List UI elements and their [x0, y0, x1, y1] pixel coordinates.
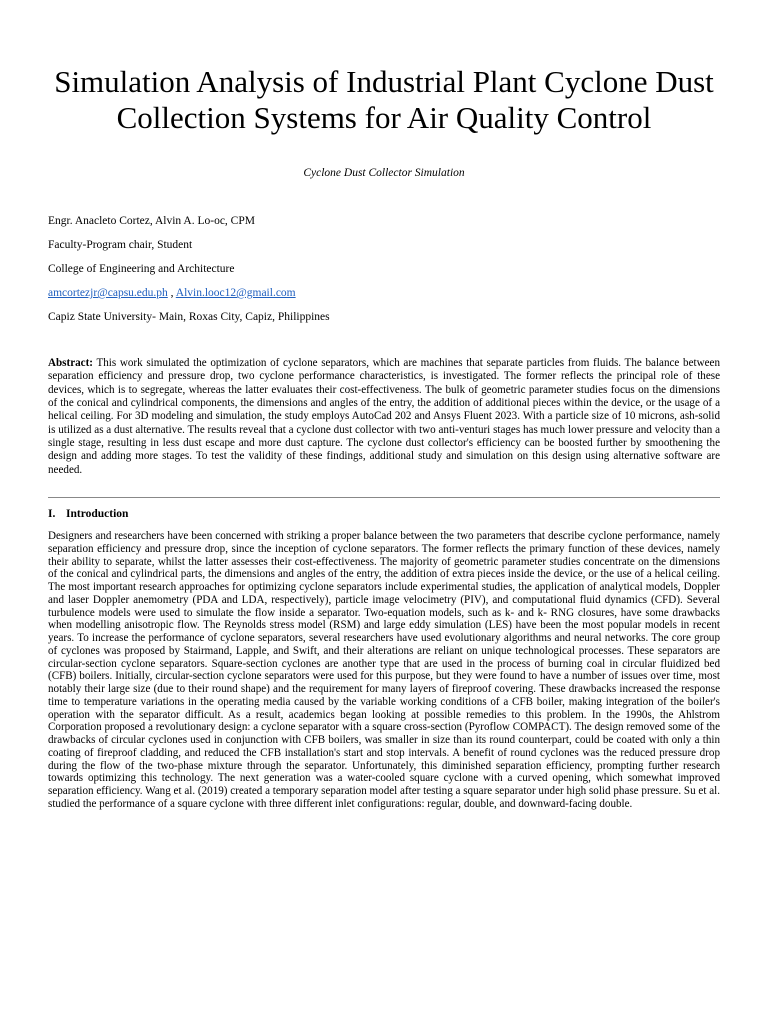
- author-university: Capiz State University- Main, Roxas City, Capiz, Philippines: [48, 311, 330, 323]
- section-title: Introduction: [66, 508, 129, 520]
- author-emails: [48, 286, 296, 300]
- section-heading-introduction: [48, 507, 128, 521]
- introduction-paragraph: Designers and researchers have been concerned with striking a proper balance between the two parameters that describe cyclone performance, namely separation efficiency and pressure drop, since the inception of cyclone separators. The former reflects the primary function of these devices, namely their ability to separate, whilst the latter assesses their cost-effectiveness. The majority of geometric parameter studies concentrate on the dimensions of the conical and cylindrical parts, the dimensions and angles of the entry, the addition of extra pieces inside the device, or the use of a helical ceiling. The most important research approaches for optimizing cyclone separators include experimental studies, the application of analytical models, Doppler and laser Doppler anemometry (PDA and LDA, respectively), particle image velocimetry (PIV), and computational fluid dynamics (CFD). Several turbulence models were used to simulate the flow inside a separator. Two-equation models, such as k- and k- RNG closures, have some drawbacks when modelling anisotropic flow. The Reynolds stress model (RSM) and large eddy simulation (LES) have been the most popular models in recent years. To increase the performance of cyclone separators, several researchers have used evolutionary algorithms and neural networks. The core group of cyclones was proposed by Stairmand, Lapple, and Swift, and their alterations are reliant on unique technological processes. These separators are circular-section cyclone separators. Square-section cyclones are another type that are used in the process of burning coal in circular fluidized bed (CFB) boilers. Initially, circular-section cyclone separators were used for this purpose, but they were found to have a number of issues over time, most notably their large size (due to their round shape) and the requirement for many layers of fireproof covering. These drawbacks increased the response time to temperature variations in the operating media caused by the variable working conditions of a CFB boiler, making integration of the boiler's operation with the separator difficult. As a result, academics began looking at possible remedies to this problem. In the 1990s, the Ahlstrom Corporation proposed a revolutionary design: a cyclone separator with a square cross-section (Pyroflow COMPACT). The design removed some of the drawbacks of circular cyclones used in conjunction with CFB boilers, was smaller in size than its round counterpart, could be coated with only a thin coating of fireproof cladding, and reduced the CFB installation's start and stop intervals. A benefit of round cyclones was the reduced pressure drop during the flow of the two-phase mixture through the separator. Unfortunately, this diminished separation efficiency, prompting further research towards optimizing this technology. The next generation was a water-cooled square cyclone with a curved opening, which somewhat improved separation efficiency. Wang et al. (2019) created a temporary separation model after testing a square separator under high solid phase pressure. Su et al. studied the performance of a square cyclone with three different inlet configurations: regular, double, and downward-facing double.: [48, 530, 720, 810]
- author-names: Engr. Anacleto Cortez, Alvin A. Lo-oc, CPM: [48, 215, 255, 227]
- email-separator: ,: [167, 287, 176, 299]
- abstract-text: This work simulated the optimization of cyclone separators, which are machines that separate particles from fluids. The balance between separation efficiency and pressure drop, two cyclone performance characteristics, is investigated. The former reflects the principal role of these devices, which is to segregate, whereas the latter evaluates their cost-effectiveness. The bulk of geometric parameter studies focus on the dimensions of the conical and cylindrical components, the dimensions and angles of the entry, the addition of additional pieces within the device, or the usage of a helical ceiling. For 3D modeling and simulation, the study employs AutoCad 202 and Ansys Fluent 2023. With a particle size of 10 microns, ash-solid is utilized as a dust alternative. The results reveal that a cyclone dust collector with two anti-venturi stages has much lower pressure and velocity than a single stage, resulting in less dust escape and more dust capture. The cyclone dust collector's efficiency can be boosted further by smoothening the design and adding more stages. To test the validity of these findings, additional study and simulation on this design using alternative software are needed.: [48, 357, 720, 476]
- email-link-cortez[interactable]: amcortezjr@capsu.edu.ph: [48, 287, 168, 299]
- section-number: I.: [48, 508, 56, 520]
- author-roles: Faculty-Program chair, Student: [48, 239, 193, 251]
- author-college: College of Engineering and Architecture: [48, 263, 235, 275]
- paper-title: Simulation Analysis of Industrial Plant Cyclone Dust Collection Systems for Air Quality Control: [54, 64, 714, 135]
- email-link-looc[interactable]: Alvin.looc12@gmail.com: [175, 287, 296, 299]
- abstract-label: Abstract:: [48, 357, 93, 369]
- abstract-divider: [48, 497, 720, 498]
- abstract-paragraph: [48, 357, 720, 477]
- paper-subtitle: Cyclone Dust Collector Simulation: [303, 167, 465, 179]
